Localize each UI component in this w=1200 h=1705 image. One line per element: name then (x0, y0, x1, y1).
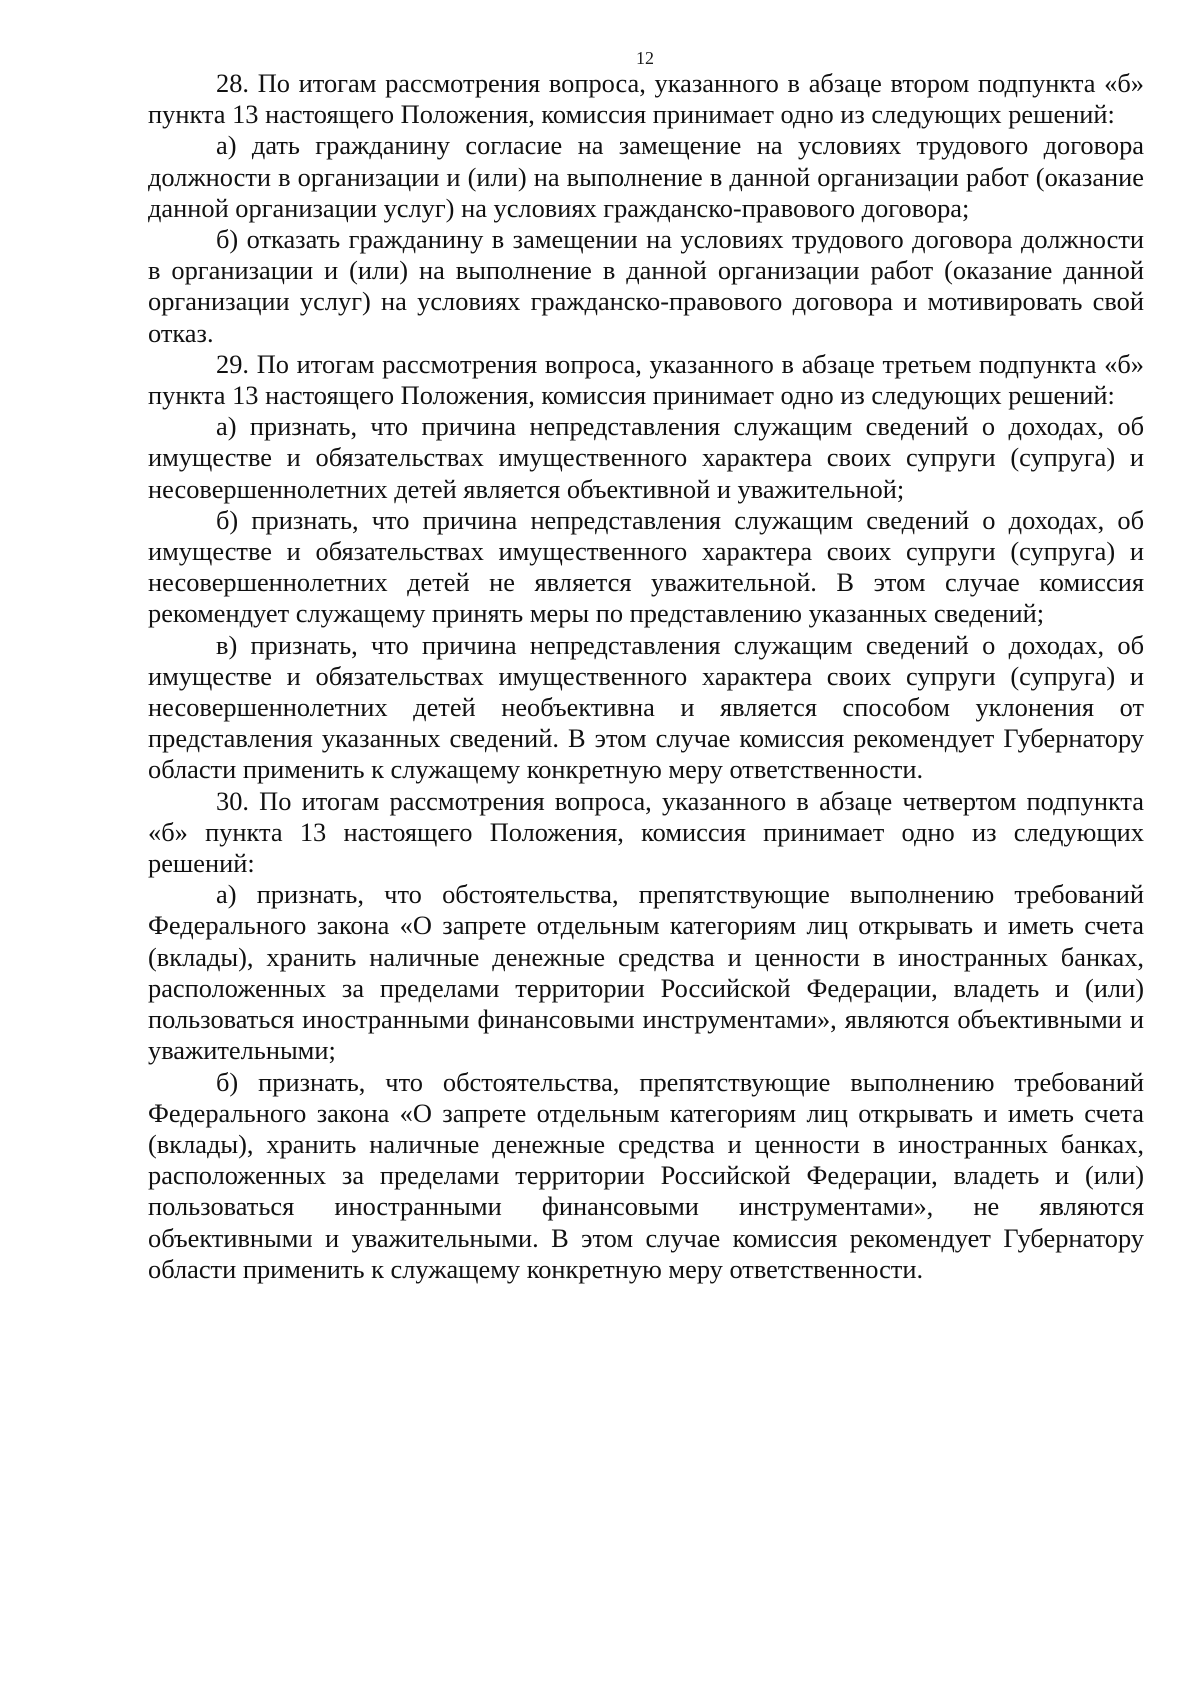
paragraph-29-a: а) признать, что причина непредставления служащим сведений о доходах, об имуществе и обязательствах имущественного характера своих супруги (супруга) и несовершеннолетних детей является объективной и уважительной; (148, 411, 1144, 504)
paragraph-29: 29. По итогам рассмотрения вопроса, указанного в абзаце третьем подпункта «б» пункта 13 настоящего Положения, комиссия принимает одно из следующих решений: (148, 348, 1144, 411)
page-number: 12 (636, 48, 654, 68)
paragraph-30: 30. По итогам рассмотрения вопроса, указанного в абзаце четвертом подпункта «б» пункта 13 настоящего Положения, комиссия принимает одно из следующих решений: (148, 785, 1144, 879)
paragraph-29-c: в) признать, что причина непредставления служащим сведений о доходах, об имуществе и обязательствах имущественного характера своих супруги (супруга) и несовершеннолетних детей необъективна и является способом уклонения от представления указанных сведений. В этом случае комиссия рекомендует Губернатору области применить к служащему конкретную меру ответственности. (148, 629, 1144, 785)
document-body (148, 68, 1144, 1285)
paragraph-28: 28. По итогам рассмотрения вопроса, указанного в абзаце втором подпункта «б» пункта 13 настоящего Положения, комиссия принимает одно из следующих решений: (148, 68, 1144, 130)
paragraph-28-b: б) отказать гражданину в замещении на условиях трудового договора должности в организации и (или) на выполнение в данной организации работ (оказание данной организации услуг) на условиях гражданско-правового договора и мотивировать свой отказ. (148, 224, 1144, 348)
paragraph-30-a: а) признать, что обстоятельства, препятствующие выполнению требований Федерального закона «О запрете отдельным категориям лиц открывать и иметь счета (вклады), хранить наличные денежные средства и ценности в иностранных банках, расположенных за пределами территории Российской Федерации, владеть и (или) пользоваться иностранными финансовыми инструментами», являются объективными и уважительными; (148, 879, 1144, 1066)
paragraph-29-b: б) признать, что причина непредставления служащим сведений о доходах, об имуществе и обязательствах имущественного характера своих супруги (супруга) и несовершеннолетних детей не является уважительной. В этом случае комиссия рекомендует служащему принять меры по представлению указанных сведений; (148, 504, 1144, 629)
paragraph-30-b: б) признать, что обстоятельства, препятствующие выполнению требований Федерального закона «О запрете отдельным категориям лиц открывать и иметь счета (вклады), хранить наличные денежные средства и ценности в иностранных банках, расположенных за пределами территории Российской Федерации, владеть и (или) пользоваться иностранными финансовыми инструментами», не являются объективными и уважительными. В этом случае комиссия рекомендует Губернатору области применить к служащему конкретную меру ответственности. (148, 1066, 1144, 1284)
paragraph-28-a: а) дать гражданину согласие на замещение на условиях трудового договора должности в организации и (или) на выполнение в данной организации работ (оказание данной организации услуг) на условиях гражданско-правового договора; (148, 130, 1144, 223)
